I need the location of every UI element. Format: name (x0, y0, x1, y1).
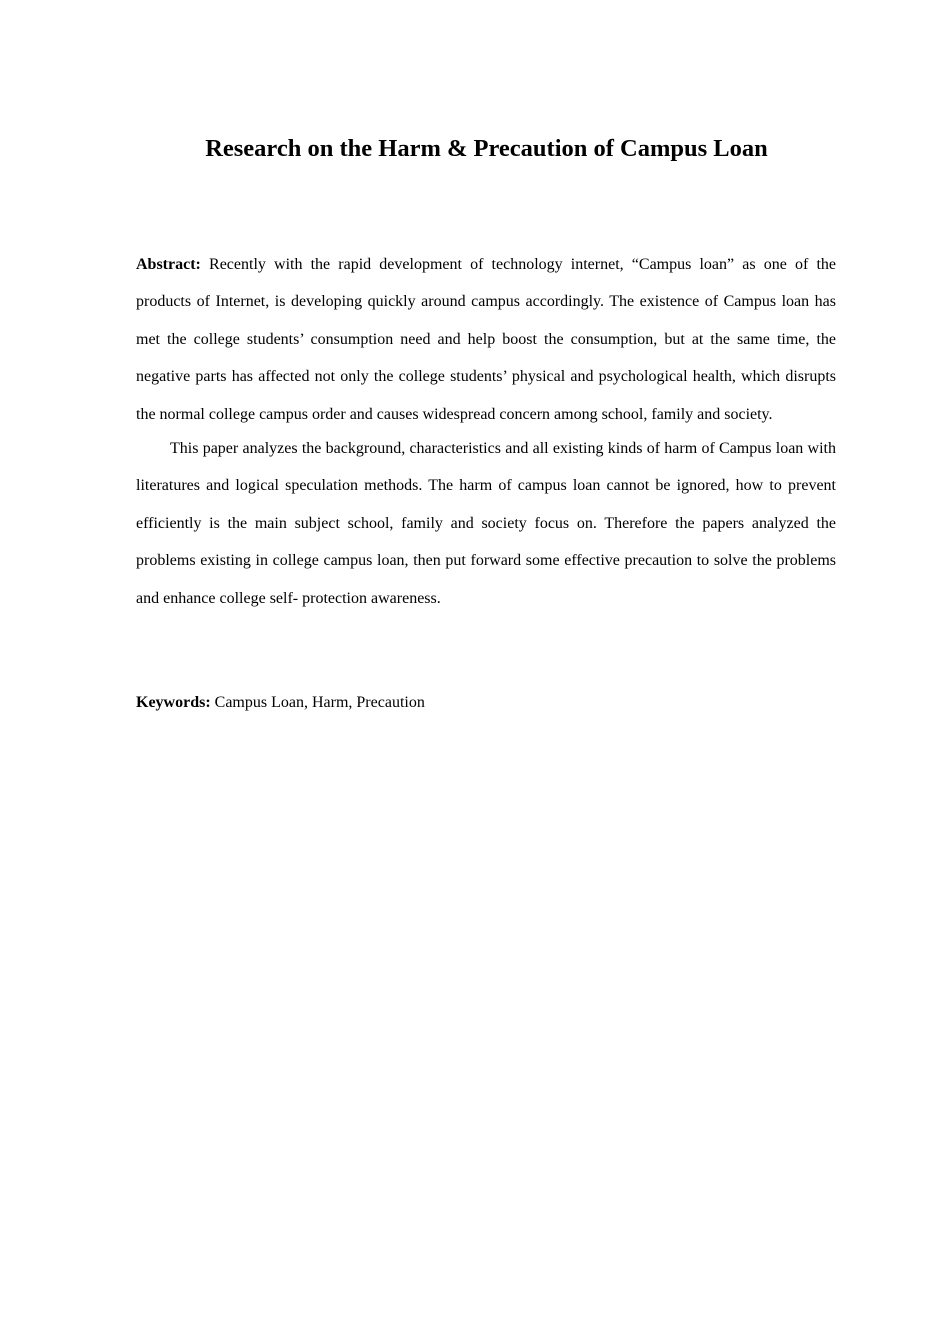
abstract-paragraph-2 (136, 430, 836, 617)
abstract-section (136, 246, 836, 617)
abstract-text-2: This paper analyzes the background, characteristics and all existing kinds of harm of Campus loan with literatures and logical speculation methods. The harm of campus loan cannot be ignored, how to prevent efficiently is the main subject school, family and society focus on. Therefore the papers analyzed the problems existing in college campus loan, then put forward some effective precaution to solve the problems and enhance college self- protection awareness. (136, 440, 836, 607)
keywords-text: Campus Loan, Harm, Precaution (214, 694, 425, 711)
paper-title: Research on the Harm & Precaution of Campus Loan (205, 135, 768, 162)
abstract-text-1: Recently with the rapid development of technology internet, “Campus loan” as one of the products of Internet, is developing quickly around campus accordingly. The existence of Campus loan has met the college students’ consumption need and help boost the consumption, but at the same time, the negative parts has affected not only the college students’ physical and psychological health, which disrupts the normal college campus order and causes widespread concern among school, family and society. (136, 256, 836, 423)
abstract-label: Abstract: (136, 256, 201, 273)
keywords-label: Keywords: (136, 694, 211, 711)
abstract-paragraph-1 (136, 246, 836, 433)
keywords-line (136, 690, 836, 716)
